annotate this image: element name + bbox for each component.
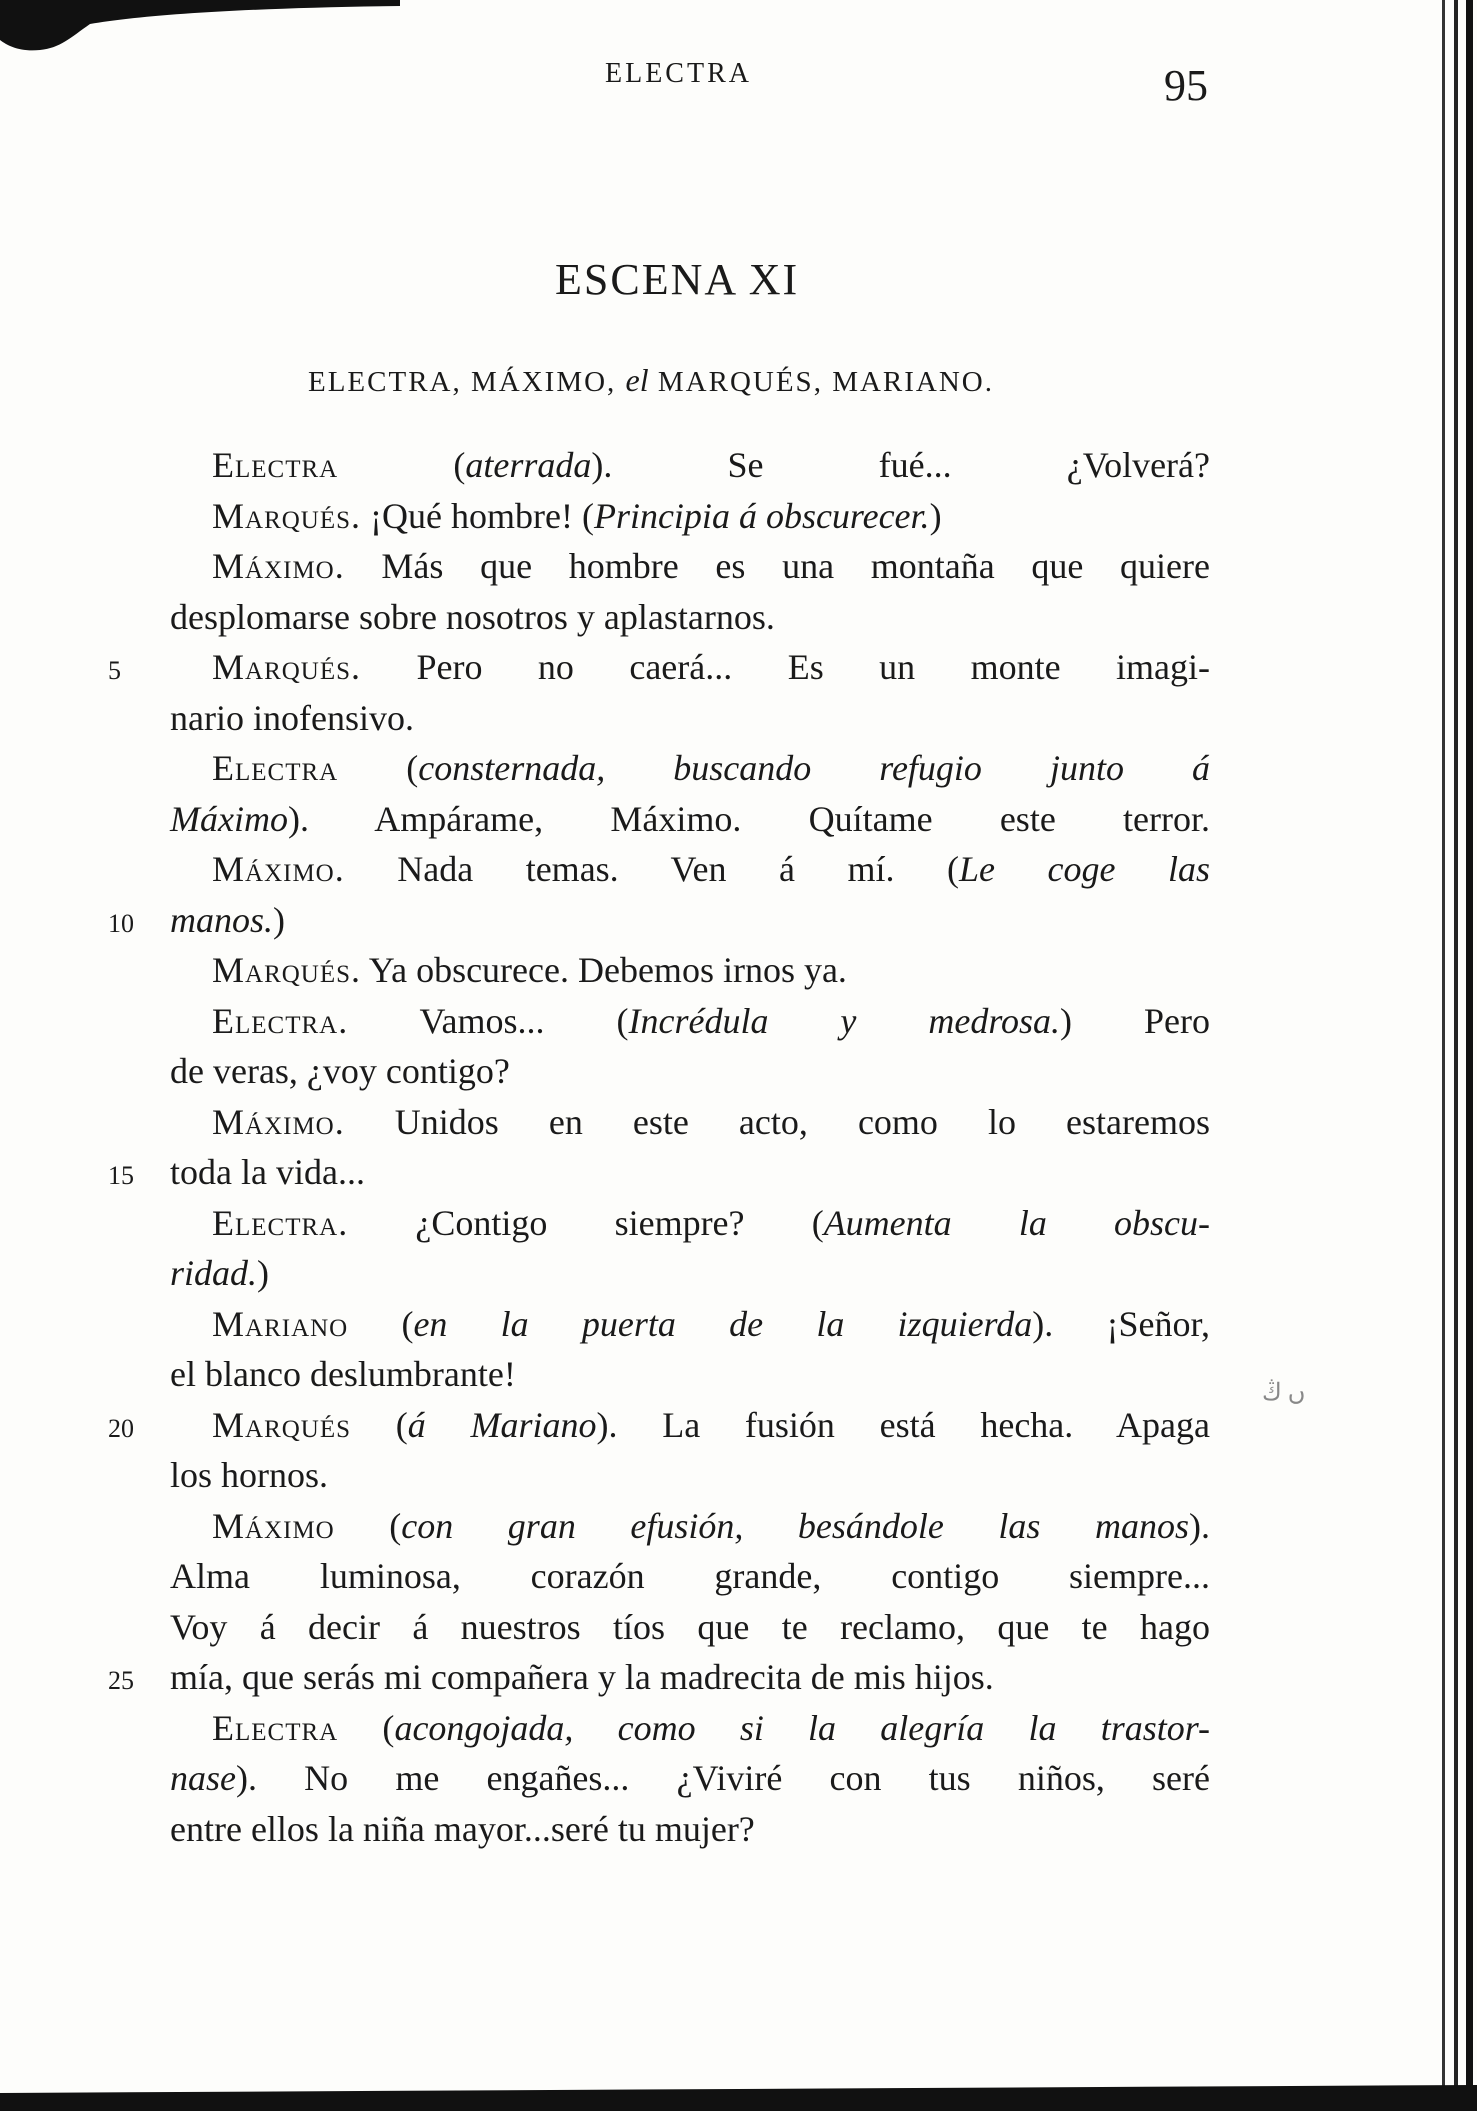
- speaker-name: Marqués.: [212, 950, 362, 990]
- text-line: [170, 1248, 1210, 1299]
- stage-direction: Principia á obscurecer.: [593, 495, 930, 536]
- cast-part-2: MARQUÉS, MARIANO.: [657, 366, 994, 398]
- text-line: [170, 996, 1210, 1047]
- speaker-name: Electra: [212, 748, 339, 788]
- dialogue-text: (: [334, 1505, 402, 1546]
- speaker-name: Mariano: [212, 1303, 349, 1344]
- scan-edge-bottom: [0, 2085, 1477, 2111]
- text-line: [170, 440, 1210, 491]
- text-line: [108, 1147, 1210, 1198]
- dialogue-text: Ya obscurece. Debemos irnos ya.: [361, 950, 847, 990]
- scan-edge-right: [1440, 0, 1477, 2111]
- dialogue-text: desplomarse sobre nosotros y aplastarnos.: [170, 596, 775, 637]
- stage-direction: consternada, buscando refugio junto á: [418, 748, 1210, 788]
- text-line: [170, 1450, 1210, 1501]
- text-line: [170, 1046, 1210, 1097]
- dialogue-text: (: [338, 1707, 395, 1748]
- dialogue-text: ): [929, 495, 942, 536]
- stage-direction: Incrédula y medrosa.: [628, 1000, 1061, 1041]
- dialogue-text: entre ellos la niña mayor...seré tu mujer?: [170, 1808, 755, 1849]
- dialogue-text: ). La fusión está hecha. Apaga: [596, 1404, 1210, 1445]
- dialogue-text: ). ¡Señor,: [1032, 1303, 1210, 1344]
- line-number: 5: [108, 656, 121, 685]
- speaker-name: Marqués.: [212, 495, 362, 536]
- speaker-name: Máximo: [212, 1505, 335, 1546]
- line-number: 10: [108, 908, 134, 938]
- speaker-name: Marqués.: [212, 647, 362, 687]
- text-line: [170, 693, 1210, 744]
- speaker-name: Electra.: [212, 1202, 349, 1243]
- cast-part-1: ELECTRA, MÁXIMO,: [308, 366, 617, 398]
- dialogue-text: ). Ampárame, Máximo. Quítame este terror.: [287, 798, 1210, 839]
- speaker-name: Electra: [212, 1707, 339, 1748]
- page-number: 95: [1164, 61, 1208, 110]
- dialogue-text: ): [273, 899, 286, 940]
- dialogue-text: Nada temas. Ven á mí. (: [344, 849, 960, 889]
- scan-smudge: ں ڭ: [1262, 1380, 1306, 1406]
- dialogue-text: de veras, ¿voy contigo?: [170, 1051, 510, 1091]
- stage-direction: manos.: [170, 899, 274, 940]
- text-line: [170, 1551, 1210, 1602]
- stage-direction: con gran efusión, besándole las manos: [401, 1505, 1189, 1546]
- stage-direction: á Mariano: [407, 1404, 597, 1445]
- line-number: 15: [108, 1161, 134, 1190]
- speaker-name: Electra: [212, 445, 339, 485]
- dialogue-text: ) Pero: [1060, 1000, 1210, 1041]
- dialogue-text: (: [348, 1303, 414, 1344]
- text-line: [170, 794, 1210, 845]
- text-line: [170, 1198, 1210, 1249]
- text-line: [108, 895, 1210, 946]
- text-line: [108, 642, 1210, 693]
- stage-direction: nase: [170, 1758, 236, 1798]
- text-line: [170, 1501, 1210, 1552]
- stage-direction: en la puerta de la izquierda: [413, 1303, 1033, 1344]
- dialogue-text: Voy á decir á nuestros tíos que te reclamo, que te hago: [170, 1606, 1210, 1647]
- dialogue-text: ¿Contigo siempre? (: [348, 1202, 824, 1243]
- running-title: ELECTRA: [605, 58, 752, 89]
- text-line: [108, 1400, 1210, 1451]
- text-line: [170, 541, 1210, 592]
- dialogue-text: (: [338, 748, 419, 788]
- text-line: [170, 743, 1210, 794]
- speaker-name: Marqués: [212, 1404, 352, 1445]
- dialogue-block: [108, 440, 1211, 1854]
- dialogue-text: el blanco deslumbrante!: [170, 1354, 516, 1394]
- text-line: [170, 1753, 1210, 1804]
- dialogue-text: nario inofensivo.: [170, 697, 414, 738]
- dialogue-text: (: [351, 1404, 408, 1445]
- text-line: [170, 1097, 1210, 1148]
- stage-direction: acongojada, como si la alegría la trastor-: [394, 1707, 1211, 1748]
- dialogue-text: ¡Qué hombre! (: [361, 495, 594, 536]
- speaker-name: Máximo.: [212, 849, 345, 889]
- text-line: [170, 1602, 1210, 1653]
- text-line: [170, 592, 1210, 643]
- stage-direction: ridad.: [170, 1253, 258, 1293]
- dialogue-text: los hornos.: [170, 1455, 329, 1495]
- dialogue-text: Unidos en este acto, como lo estaremos: [344, 1101, 1210, 1142]
- text-line: [170, 1703, 1210, 1754]
- dialogue-text: (: [338, 445, 466, 485]
- text-line: [170, 1349, 1210, 1400]
- text-line: [108, 1652, 1210, 1703]
- stage-direction: Máximo: [170, 798, 288, 839]
- speaker-name: Electra.: [212, 1000, 349, 1041]
- dialogue-text: Alma luminosa, corazón grande, contigo siempre...: [170, 1556, 1210, 1596]
- dialogue-text: mía, que serás mi compañera y la madrecita de mis hijos.: [170, 1657, 994, 1697]
- speaker-name: Máximo.: [212, 546, 345, 586]
- dialogue-text: ). Se fué... ¿Volverá?: [591, 445, 1210, 485]
- text-line: [170, 844, 1210, 895]
- dialogue-text: ).: [1189, 1505, 1210, 1546]
- scene-heading: ESCENA XI: [555, 255, 800, 304]
- cast-article: el: [625, 362, 649, 398]
- speaker-name: Máximo.: [212, 1101, 345, 1142]
- text-line: [170, 1804, 1210, 1855]
- scan-edge-top: [0, 0, 400, 60]
- dialogue-text: toda la vida...: [170, 1152, 365, 1192]
- line-number: 20: [108, 1413, 134, 1443]
- dialogue-text: Más que hombre es una montaña que quiere: [344, 546, 1210, 586]
- dialogue-text: Pero no caerá... Es un monte imagi-: [361, 647, 1210, 687]
- line-number: 25: [108, 1666, 134, 1695]
- stage-direction: aterrada: [465, 445, 592, 485]
- text-line: [170, 1299, 1210, 1350]
- dialogue-text: ): [257, 1253, 270, 1293]
- dialogue-text: Vamos... (: [348, 1000, 629, 1041]
- stage-direction: Aumenta la obscu-: [823, 1202, 1210, 1243]
- dialogue-text: ). No me engañes... ¿Viviré con tus niños, seré: [236, 1758, 1210, 1798]
- stage-direction: Le coge las: [959, 849, 1210, 889]
- text-line: [170, 945, 1210, 996]
- text-line: [170, 491, 1210, 542]
- cast-list: [308, 362, 994, 399]
